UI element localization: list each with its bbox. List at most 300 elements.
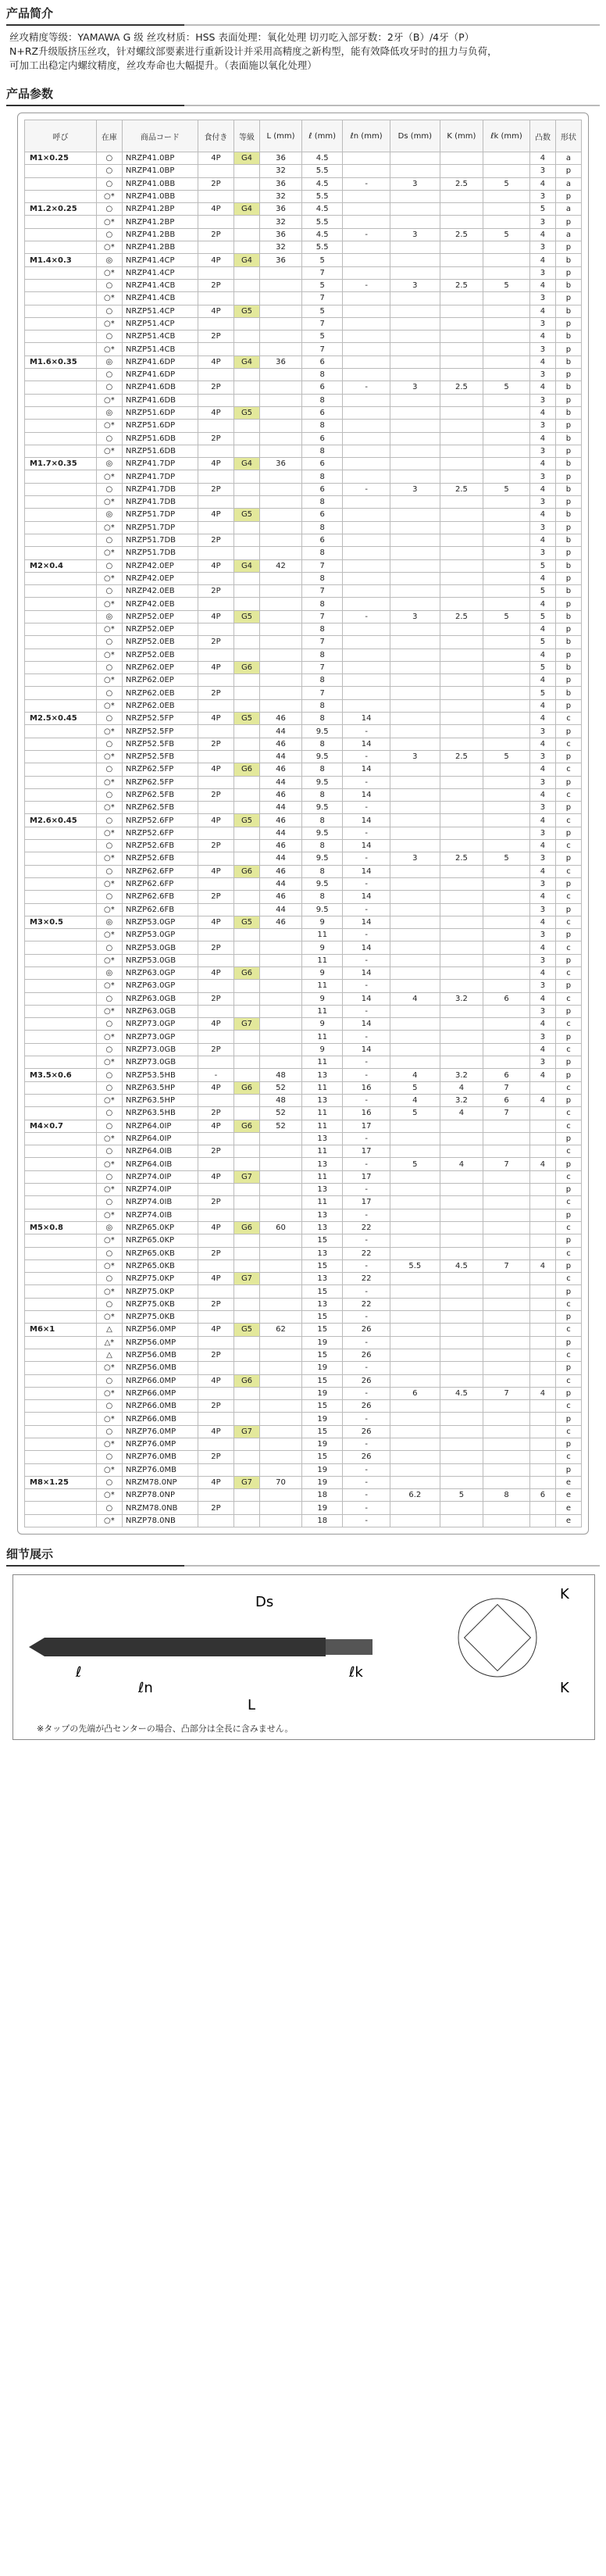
- table-cell: [259, 279, 301, 291]
- table-cell: [440, 572, 483, 584]
- table-cell: [483, 305, 530, 317]
- table-cell: [198, 623, 233, 635]
- table-cell: [198, 1005, 233, 1017]
- table-cell: ○: [96, 1145, 122, 1158]
- table-cell: 11: [302, 1081, 343, 1094]
- table-row: [25, 992, 582, 1005]
- table-cell: ○: [96, 432, 122, 445]
- table-cell: [390, 636, 440, 648]
- table-cell: [25, 1298, 97, 1310]
- table-cell: c: [555, 1273, 581, 1285]
- table-cell: 2P: [198, 687, 233, 699]
- table-cell: 6: [483, 992, 530, 1005]
- table-cell: 14: [343, 738, 390, 750]
- table-cell: [343, 496, 390, 509]
- table-cell: c: [555, 1400, 581, 1413]
- table-cell: 5: [483, 279, 530, 291]
- table-cell: 4P: [198, 1081, 233, 1094]
- table-cell: 9.5: [302, 827, 343, 839]
- table-cell: 36: [259, 458, 301, 470]
- table-cell: ○*: [96, 623, 122, 635]
- table-cell: 4P: [198, 1018, 233, 1031]
- table-cell: [259, 1234, 301, 1247]
- table-cell: ○: [96, 814, 122, 827]
- table-cell: 11: [302, 1056, 343, 1069]
- table-row: [25, 483, 582, 495]
- table-cell: [198, 1184, 233, 1196]
- table-cell: 14: [343, 1018, 390, 1031]
- table-cell: G6: [234, 763, 260, 776]
- table-cell: p: [555, 929, 581, 941]
- table-cell: 4P: [198, 254, 233, 266]
- table-cell: 4P: [198, 1221, 233, 1234]
- table-cell: [530, 1221, 556, 1234]
- table-cell: c: [555, 1298, 581, 1310]
- table-cell: [259, 610, 301, 623]
- table-cell: [25, 1132, 97, 1145]
- table-body: [25, 152, 582, 1527]
- table-cell: ○: [96, 1247, 122, 1259]
- table-cell: 2P: [198, 279, 233, 291]
- table-cell: NRZP51.4CB: [122, 330, 198, 343]
- table-cell: [483, 355, 530, 368]
- table-cell: [259, 1273, 301, 1285]
- table-cell: ○: [96, 865, 122, 877]
- table-cell: NRZP41.0BB: [122, 177, 198, 190]
- table-cell: e: [555, 1476, 581, 1488]
- table-cell: p: [555, 1463, 581, 1476]
- table-cell: 7: [302, 292, 343, 305]
- table-cell: 8: [302, 547, 343, 559]
- table-cell: p: [555, 903, 581, 916]
- table-cell: [343, 369, 390, 381]
- table-cell: [234, 954, 260, 966]
- table-cell: [483, 840, 530, 852]
- table-cell: 14: [343, 891, 390, 903]
- table-cell: NRZP63.5HP: [122, 1094, 198, 1106]
- table-cell: [25, 1285, 97, 1298]
- table-cell: -: [343, 852, 390, 865]
- table-row: [25, 1476, 582, 1488]
- table-cell: [25, 572, 97, 584]
- table-cell: -: [343, 1069, 390, 1081]
- table-cell: [25, 165, 97, 177]
- table-row: [25, 279, 582, 291]
- table-cell: [483, 1438, 530, 1450]
- table-cell: 8: [302, 674, 343, 687]
- table-cell: [234, 802, 260, 814]
- table-cell: [234, 317, 260, 330]
- table-cell: △: [96, 1349, 122, 1361]
- table-cell: [25, 1145, 97, 1158]
- table-cell: [483, 941, 530, 954]
- table-cell: [259, 547, 301, 559]
- table-cell: ○: [96, 992, 122, 1005]
- table-cell: 14: [343, 814, 390, 827]
- table-cell: NRZP62.6FB: [122, 891, 198, 903]
- table-cell: [259, 317, 301, 330]
- table-cell: 4P: [198, 1120, 233, 1132]
- table-cell: 2.5: [440, 177, 483, 190]
- table-cell: [390, 776, 440, 788]
- table-cell: c: [555, 1107, 581, 1120]
- table-cell: 8: [302, 496, 343, 509]
- table-cell: ○*: [96, 1285, 122, 1298]
- table-cell: ○: [96, 1298, 122, 1310]
- table-cell: ○*: [96, 547, 122, 559]
- table-cell: [25, 496, 97, 509]
- table-cell: [259, 1158, 301, 1170]
- table-cell: NRZP66.0MB: [122, 1400, 198, 1413]
- table-cell: NRZP41.7DP: [122, 458, 198, 470]
- table-cell: 5: [530, 636, 556, 648]
- table-cell: [440, 1031, 483, 1043]
- table-cell: [483, 1247, 530, 1259]
- table-cell: [25, 216, 97, 228]
- table-header-cell: 在庫: [96, 120, 122, 152]
- table-cell: ○*: [96, 1056, 122, 1069]
- table-cell: c: [555, 992, 581, 1005]
- table-cell: G7: [234, 1170, 260, 1183]
- table-cell: 32: [259, 165, 301, 177]
- table-cell: 44: [259, 903, 301, 916]
- table-cell: -: [343, 1514, 390, 1527]
- table-cell: [483, 190, 530, 202]
- table-cell: -: [343, 877, 390, 890]
- table-cell: [343, 598, 390, 610]
- table-cell: [259, 1425, 301, 1438]
- table-cell: p: [555, 1285, 581, 1298]
- table-cell: [390, 470, 440, 483]
- table-cell: 2P: [198, 891, 233, 903]
- table-cell: 4P: [198, 1273, 233, 1285]
- table-header-cell: 凸数: [530, 120, 556, 152]
- table-cell: [530, 1120, 556, 1132]
- table-cell: 19: [302, 1438, 343, 1450]
- table-cell: 3: [530, 343, 556, 355]
- table-cell: [234, 534, 260, 546]
- table-row: [25, 1298, 582, 1310]
- table-cell: 3: [530, 802, 556, 814]
- table-cell: [440, 1209, 483, 1221]
- table-cell: [198, 1311, 233, 1324]
- table-cell: ○*: [96, 1234, 122, 1247]
- table-cell: [343, 458, 390, 470]
- table-cell: ○: [96, 738, 122, 750]
- table-cell: 19: [302, 1387, 343, 1399]
- table-cell: NRZP73.0GB: [122, 1043, 198, 1056]
- table-cell: [483, 865, 530, 877]
- table-cell: [390, 1285, 440, 1298]
- table-cell: [483, 216, 530, 228]
- table-cell: [483, 572, 530, 584]
- table-cell: c: [555, 1196, 581, 1209]
- table-row: [25, 598, 582, 610]
- table-cell: 4: [390, 1094, 440, 1106]
- table-cell: [259, 1413, 301, 1425]
- table-cell: 22: [343, 1273, 390, 1285]
- table-row: [25, 788, 582, 801]
- table-cell: p: [555, 496, 581, 509]
- table-cell: -: [343, 1094, 390, 1106]
- table-cell: 19: [302, 1463, 343, 1476]
- ln-label: ℓn: [138, 1680, 153, 1697]
- table-cell: 13: [302, 1221, 343, 1234]
- table-cell: [234, 877, 260, 890]
- table-cell: [25, 190, 97, 202]
- table-cell: 15: [302, 1425, 343, 1438]
- table-cell: [259, 699, 301, 712]
- table-cell: [343, 266, 390, 279]
- table-cell: -: [343, 776, 390, 788]
- table-cell: 17: [343, 1196, 390, 1209]
- table-cell: [343, 521, 390, 534]
- table-cell: 4: [530, 254, 556, 266]
- table-cell: [390, 1170, 440, 1183]
- table-cell: NRZP78.0NP: [122, 1489, 198, 1502]
- table-cell: [440, 903, 483, 916]
- table-cell: [390, 432, 440, 445]
- table-cell: [234, 177, 260, 190]
- table-cell: 9: [302, 1018, 343, 1031]
- table-cell: [440, 636, 483, 648]
- table-cell: ○*: [96, 190, 122, 202]
- table-cell: [25, 1349, 97, 1361]
- table-cell: 19: [302, 1336, 343, 1349]
- table-cell: [440, 1120, 483, 1132]
- table-row: [25, 521, 582, 534]
- table-cell: 4: [530, 483, 556, 495]
- table-cell: [440, 470, 483, 483]
- table-cell: [440, 241, 483, 254]
- table-cell: 5: [390, 1081, 440, 1094]
- table-cell: 2.5: [440, 483, 483, 495]
- table-cell: c: [555, 713, 581, 725]
- table-cell: b: [555, 509, 581, 521]
- table-cell: [198, 725, 233, 738]
- table-cell: 62: [259, 1324, 301, 1336]
- table-cell: ○*: [96, 1489, 122, 1502]
- table-cell: [259, 687, 301, 699]
- table-cell: 2P: [198, 1043, 233, 1056]
- table-cell: [259, 1298, 301, 1310]
- table-cell: 19: [302, 1502, 343, 1514]
- table-cell: NRZP63.0GP: [122, 980, 198, 992]
- table-cell: [234, 929, 260, 941]
- table-cell: [483, 585, 530, 598]
- table-cell: NRZP42.0EP: [122, 572, 198, 584]
- table-cell: [390, 1132, 440, 1145]
- table-cell: 48: [259, 1094, 301, 1106]
- table-row: [25, 406, 582, 419]
- table-cell: ○*: [96, 317, 122, 330]
- table-cell: ○: [96, 636, 122, 648]
- table-cell: [25, 636, 97, 648]
- intro-section: [0, 0, 606, 73]
- table-cell: [25, 1502, 97, 1514]
- table-cell: 5.5: [302, 216, 343, 228]
- table-cell: [440, 891, 483, 903]
- table-cell: ○*: [96, 216, 122, 228]
- table-cell: 6.2: [390, 1489, 440, 1502]
- table-cell: [530, 1451, 556, 1463]
- table-cell: [25, 967, 97, 980]
- table-cell: 8: [302, 623, 343, 635]
- table-cell: G7: [234, 1018, 260, 1031]
- table-cell: [25, 534, 97, 546]
- table-cell: 4: [530, 509, 556, 521]
- table-cell: [440, 1221, 483, 1234]
- table-cell: [234, 381, 260, 394]
- table-cell: b: [555, 636, 581, 648]
- table-cell: [483, 661, 530, 673]
- table-cell: NRZP76.0MB: [122, 1463, 198, 1476]
- table-cell: [343, 420, 390, 432]
- table-cell: [259, 1362, 301, 1374]
- table-cell: [234, 241, 260, 254]
- table-cell: 26: [343, 1324, 390, 1336]
- table-cell: [390, 165, 440, 177]
- table-cell: c: [555, 1247, 581, 1259]
- table-cell: 5: [302, 254, 343, 266]
- table-cell: [440, 699, 483, 712]
- table-cell: -: [343, 1489, 390, 1502]
- table-cell: p: [555, 802, 581, 814]
- table-row: [25, 1247, 582, 1259]
- table-cell: [259, 470, 301, 483]
- table-cell: [198, 776, 233, 788]
- table-cell: 11: [302, 954, 343, 966]
- table-cell: [259, 406, 301, 419]
- table-cell: [234, 1438, 260, 1450]
- table-cell: [234, 788, 260, 801]
- table-cell: [234, 420, 260, 432]
- table-cell: c: [555, 1451, 581, 1463]
- table-cell: 7: [302, 636, 343, 648]
- table-cell: [234, 840, 260, 852]
- table-cell: NRZP74.0IP: [122, 1170, 198, 1183]
- table-cell: [483, 1324, 530, 1336]
- table-cell: [483, 420, 530, 432]
- table-header-cell: 食付き: [198, 120, 233, 152]
- table-cell: 8: [302, 699, 343, 712]
- table-cell: 5: [302, 305, 343, 317]
- table-cell: 6: [302, 381, 343, 394]
- table-cell: [198, 1514, 233, 1527]
- table-cell: c: [555, 1324, 581, 1336]
- table-header-cell: 等級: [234, 120, 260, 152]
- table-cell: [483, 1221, 530, 1234]
- table-cell: 44: [259, 776, 301, 788]
- table-cell: -: [198, 1069, 233, 1081]
- table-cell: [198, 1094, 233, 1106]
- table-cell: 3: [530, 954, 556, 966]
- L-label: L: [248, 1697, 256, 1714]
- table-cell: 4: [530, 381, 556, 394]
- table-cell: [440, 1170, 483, 1183]
- table-cell: ○*: [96, 598, 122, 610]
- table-cell: [234, 1043, 260, 1056]
- table-cell: a: [555, 228, 581, 241]
- table-cell: 5: [530, 585, 556, 598]
- table-cell: [198, 1336, 233, 1349]
- table-cell: [343, 470, 390, 483]
- table-cell: [483, 1476, 530, 1488]
- table-cell: ○*: [96, 699, 122, 712]
- lk-label: ℓk: [349, 1664, 363, 1681]
- table-cell: [343, 305, 390, 317]
- table-cell: G4: [234, 152, 260, 165]
- table-cell: [440, 1324, 483, 1336]
- table-row: [25, 865, 582, 877]
- table-cell: 5: [483, 750, 530, 763]
- table-cell: NRZP52.5FP: [122, 713, 198, 725]
- table-cell: [440, 1514, 483, 1527]
- table-cell: 3: [530, 750, 556, 763]
- table-cell: 3: [530, 725, 556, 738]
- table-cell: NRZP52.0EB: [122, 636, 198, 648]
- table-cell: p: [555, 343, 581, 355]
- table-cell: ○*: [96, 827, 122, 839]
- table-cell: 7: [302, 687, 343, 699]
- table-header-cell: K (mm): [440, 120, 483, 152]
- table-cell: 5: [483, 852, 530, 865]
- table-cell: [440, 865, 483, 877]
- table-cell: c: [555, 1170, 581, 1183]
- table-cell: b: [555, 458, 581, 470]
- table-cell: ○: [96, 534, 122, 546]
- table-cell: [259, 1056, 301, 1069]
- table-cell: [343, 165, 390, 177]
- table-cell: ○*: [96, 470, 122, 483]
- table-cell: 8: [302, 865, 343, 877]
- table-header-cell: 呼び: [25, 120, 97, 152]
- table-cell: [198, 750, 233, 763]
- table-row: [25, 750, 582, 763]
- table-cell: 7: [483, 1259, 530, 1272]
- table-cell: [25, 1005, 97, 1017]
- table-cell: ○*: [96, 674, 122, 687]
- table-cell: b: [555, 661, 581, 673]
- table-cell: [25, 317, 97, 330]
- table-cell: -: [343, 1259, 390, 1272]
- table-cell: 4: [390, 992, 440, 1005]
- table-cell: [234, 992, 260, 1005]
- table-cell: [390, 980, 440, 992]
- table-cell: ◎: [96, 355, 122, 368]
- table-cell: 2.5: [440, 381, 483, 394]
- table-cell: NRZP51.6DP: [122, 420, 198, 432]
- table-cell: [390, 305, 440, 317]
- table-cell: 2P: [198, 1247, 233, 1259]
- table-row: [25, 1209, 582, 1221]
- table-cell: [483, 1005, 530, 1017]
- table-cell: G5: [234, 610, 260, 623]
- table-cell: 46: [259, 916, 301, 928]
- table-cell: [530, 1209, 556, 1221]
- table-row: [25, 840, 582, 852]
- table-cell: [483, 738, 530, 750]
- intro-title: 产品简介: [6, 6, 54, 20]
- table-cell: [440, 1349, 483, 1361]
- table-cell: [483, 1425, 530, 1438]
- table-row: [25, 1438, 582, 1450]
- table-cell: [198, 699, 233, 712]
- table-cell: [198, 394, 233, 406]
- table-cell: [198, 1132, 233, 1145]
- table-cell: 5: [390, 1158, 440, 1170]
- table-cell: [259, 521, 301, 534]
